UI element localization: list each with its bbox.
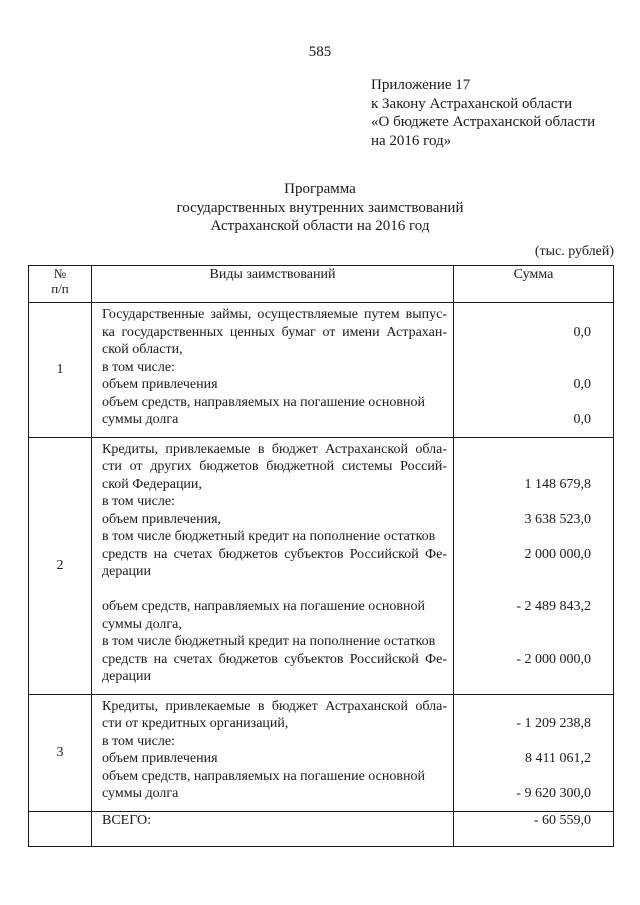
header-num-line1: № [53,266,67,281]
amount-value: 3 638 523,0 [524,511,591,527]
amount-spacer [458,441,591,459]
description-line: суммы долга [102,786,179,801]
row-number: 3 [29,694,92,811]
description-line: суммы долга, [102,616,182,632]
header-num-line2: п/п [51,281,69,296]
row-number: 1 [29,303,92,438]
amount-spacer [458,394,591,412]
total-sum: - 60 559,0 [454,811,614,846]
description-line: объем средств, направляемых на погашение основной [102,768,425,784]
description-line: сти от других бюджетов бюджетной системы Россий- [102,459,447,474]
description-line: ка государственных ценных бумаг от имени Астрахан- [102,324,447,340]
amount-spacer [458,563,591,581]
description-line: в том числе: [102,733,175,749]
row-description [92,694,454,811]
description-line: средств на счетах бюджетов субъектов Российской Фе- [102,546,447,562]
document-title [0,180,640,236]
amount-value: 2 000 000,0 [524,546,591,562]
description-line: объем привлечения [102,377,218,392]
amount-spacer [458,616,591,634]
amount-value: 8 411 061,2 [525,751,591,766]
amount-value: 0,0 [573,412,591,427]
description-line: Кредиты, привлекаемые в бюджет Астраханской обла- [102,698,447,714]
amount-value: 0,0 [573,377,591,392]
row-description [92,437,454,694]
page-number: 585 [308,44,332,60]
amount-spacer [458,458,591,476]
amount-spacer [458,306,591,324]
title-line: Астраханской области на 2016 год [210,218,430,234]
description-line: объем привлечения, [102,511,222,527]
amount-spacer [458,341,591,359]
header-num [29,266,92,303]
row-number: 2 [29,437,92,694]
amount-spacer [458,633,591,651]
amount-spacer [458,768,591,786]
table-row [29,437,614,694]
row-sums [454,437,614,694]
amount-value: 1 148 679,8 [524,476,591,492]
amount-spacer [458,359,591,377]
description-line: ской области, [102,342,183,357]
blank-line [102,581,447,599]
row-description [92,303,454,438]
description-line: ской Федерации, [102,476,202,492]
description-line: Кредиты, привлекаемые в бюджет Астраханской обла- [102,441,447,457]
header-kind: Виды заимствований [92,266,454,303]
total-row [29,811,614,846]
description-line: средств на счетах бюджетов субъектов Российской Фе- [102,651,447,667]
description-line: объем средств, направляемых на погашение основной [102,394,425,410]
total-label: ВСЕГО: [92,811,454,846]
units-label: (тыс. рублей) [534,244,614,259]
table-body [29,303,614,812]
table-row [29,694,614,811]
amount-value: - 1 209 238,8 [516,716,591,731]
description-line: в том числе бюджетный кредит на пополнение остатков [102,529,436,544]
row-sums [454,303,614,438]
header-sum: Сумма [454,266,614,303]
appendix-line: к Закону Астраханской области [371,95,573,112]
total-num-cell [29,811,92,846]
description-line: Государственные займы, осуществляемые путем выпус- [102,307,447,322]
description-line: объем привлечения [102,751,218,766]
description-line: в том числе: [102,494,175,509]
amount-value: - 9 620 300,0 [516,786,591,801]
table-row [29,303,614,438]
amount-spacer [458,698,591,716]
amount-spacer [458,668,591,686]
description-line: в том числе: [102,359,175,375]
description-line: дерации [102,669,152,684]
amount-value: - 2 000 000,0 [516,651,591,667]
description-line: объем средств, направляемых на погашение основной [102,599,425,614]
borrowing-table [28,265,614,847]
appendix-line: Приложение 17 [371,77,471,93]
amount-value: 0,0 [573,324,591,340]
appendix-line: на 2016 год» [371,132,452,149]
amount-value: - 2 489 843,2 [516,599,591,614]
description-line: в том числе бюджетный кредит на пополнение остатков [102,634,436,649]
amount-spacer [458,528,591,546]
description-line: суммы долга [102,412,179,427]
appendix-block [371,76,595,150]
appendix-line: «О бюджете Астраханской области [371,114,596,130]
description-line: сти от кредитных организаций, [102,716,289,731]
row-sums [454,694,614,811]
title-line: Программа [284,181,356,197]
amount-spacer [458,581,591,599]
amount-spacer [458,493,591,511]
title-line: государственных внутренних заимствований [176,199,464,216]
table-header-row [29,266,614,303]
amount-spacer [458,733,591,751]
description-line: дерации [102,564,152,579]
